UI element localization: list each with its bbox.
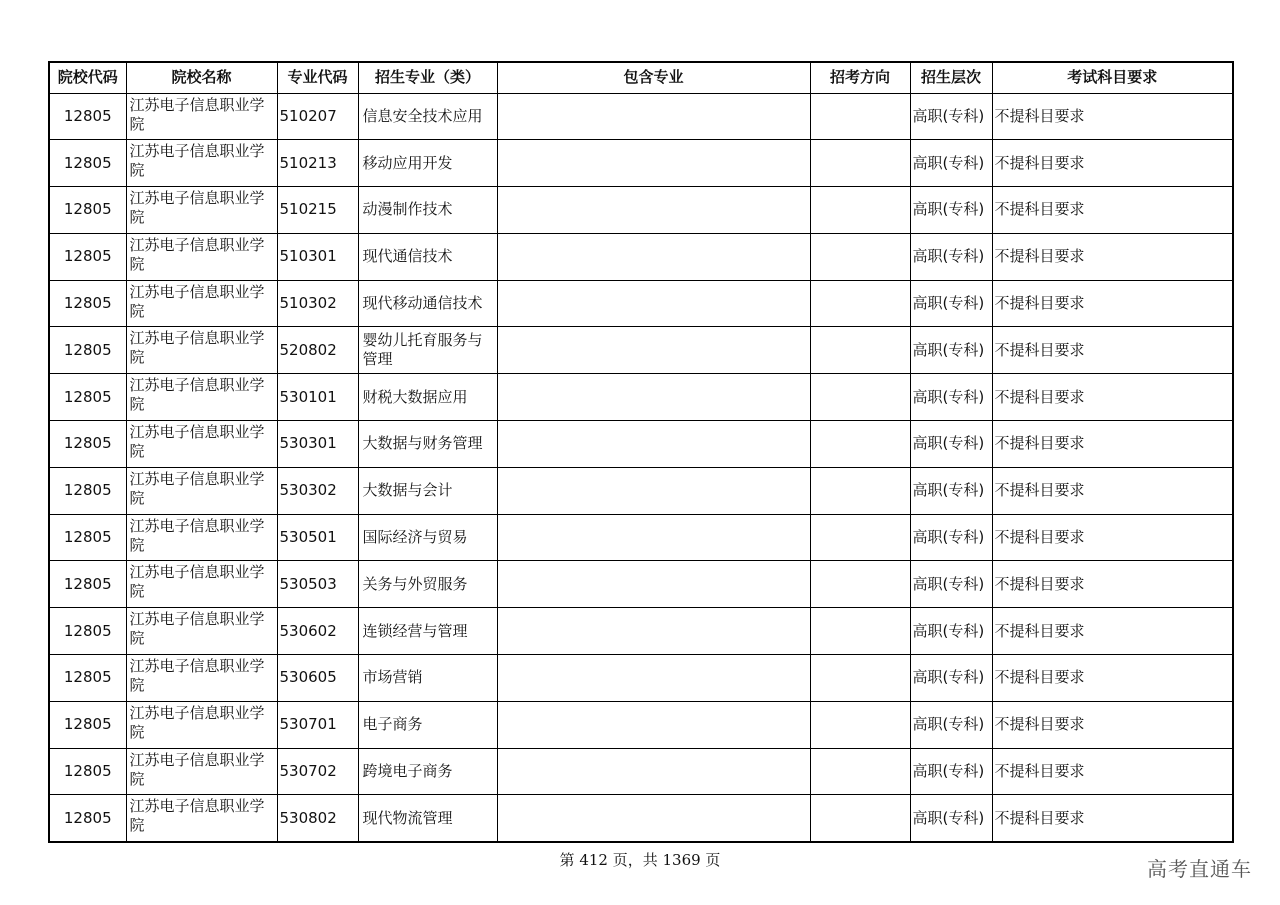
cell-major-code: 510207	[277, 93, 358, 140]
cell-level: 高职(专科)	[910, 701, 992, 748]
table-row	[49, 421, 1233, 468]
cell-school-name: 江苏电子信息职业学院	[126, 701, 277, 748]
cell-major: 国际经济与贸易	[358, 514, 497, 561]
cell-direction	[810, 561, 910, 608]
cell-direction	[810, 701, 910, 748]
cell-included-majors	[497, 467, 810, 514]
cell-included-majors	[497, 608, 810, 655]
cell-school-code: 12805	[49, 561, 126, 608]
cell-school-code: 12805	[49, 748, 126, 795]
cell-subject-requirement: 不提科目要求	[992, 187, 1233, 234]
admissions-table	[48, 61, 1234, 843]
cell-direction	[810, 233, 910, 280]
cell-school-name: 江苏电子信息职业学院	[126, 655, 277, 702]
cell-major-code: 530605	[277, 655, 358, 702]
cell-major: 现代物流管理	[358, 795, 497, 842]
cell-included-majors	[497, 514, 810, 561]
cell-included-majors	[497, 701, 810, 748]
cell-school-name: 江苏电子信息职业学院	[126, 327, 277, 374]
cell-direction	[810, 374, 910, 421]
table-row	[49, 233, 1233, 280]
cell-school-code: 12805	[49, 93, 126, 140]
cell-direction	[810, 608, 910, 655]
cell-level: 高职(专科)	[910, 748, 992, 795]
cell-school-name: 江苏电子信息职业学院	[126, 748, 277, 795]
cell-level: 高职(专科)	[910, 327, 992, 374]
cell-included-majors	[497, 655, 810, 702]
cell-school-code: 12805	[49, 327, 126, 374]
cell-included-majors	[497, 187, 810, 234]
cell-included-majors	[497, 561, 810, 608]
cell-level: 高职(专科)	[910, 233, 992, 280]
cell-major: 关务与外贸服务	[358, 561, 497, 608]
cell-subject-requirement: 不提科目要求	[992, 748, 1233, 795]
cell-direction	[810, 421, 910, 468]
header-direction: 招考方向	[810, 62, 910, 93]
cell-major-code: 530501	[277, 514, 358, 561]
cell-school-name: 江苏电子信息职业学院	[126, 93, 277, 140]
cell-major: 移动应用开发	[358, 140, 497, 187]
cell-major-code: 530101	[277, 374, 358, 421]
cell-major: 信息安全技术应用	[358, 93, 497, 140]
cell-direction	[810, 140, 910, 187]
cell-school-code: 12805	[49, 233, 126, 280]
cell-major: 连锁经营与管理	[358, 608, 497, 655]
cell-major: 现代移动通信技术	[358, 280, 497, 327]
cell-direction	[810, 795, 910, 842]
cell-major-code: 530602	[277, 608, 358, 655]
table-row	[49, 701, 1233, 748]
header-level: 招生层次	[910, 62, 992, 93]
cell-school-code: 12805	[49, 467, 126, 514]
cell-included-majors	[497, 748, 810, 795]
watermark-logo: 高考直通车	[1147, 857, 1252, 881]
cell-level: 高职(专科)	[910, 374, 992, 421]
cell-school-code: 12805	[49, 655, 126, 702]
table-row	[49, 655, 1233, 702]
cell-level: 高职(专科)	[910, 421, 992, 468]
cell-major-code: 530802	[277, 795, 358, 842]
cell-subject-requirement: 不提科目要求	[992, 514, 1233, 561]
cell-major-code: 530702	[277, 748, 358, 795]
cell-level: 高职(专科)	[910, 608, 992, 655]
cell-subject-requirement: 不提科目要求	[992, 655, 1233, 702]
cell-level: 高职(专科)	[910, 280, 992, 327]
cell-included-majors	[497, 280, 810, 327]
cell-subject-requirement: 不提科目要求	[992, 93, 1233, 140]
cell-school-name: 江苏电子信息职业学院	[126, 233, 277, 280]
cell-school-name: 江苏电子信息职业学院	[126, 608, 277, 655]
cell-subject-requirement: 不提科目要求	[992, 561, 1233, 608]
cell-included-majors	[497, 93, 810, 140]
cell-level: 高职(专科)	[910, 467, 992, 514]
cell-school-code: 12805	[49, 701, 126, 748]
cell-subject-requirement: 不提科目要求	[992, 467, 1233, 514]
cell-major-code: 520802	[277, 327, 358, 374]
cell-major-code: 530302	[277, 467, 358, 514]
cell-school-name: 江苏电子信息职业学院	[126, 280, 277, 327]
table-row	[49, 280, 1233, 327]
cell-school-code: 12805	[49, 140, 126, 187]
cell-included-majors	[497, 233, 810, 280]
header-included-majors: 包含专业	[497, 62, 810, 93]
table-row	[49, 608, 1233, 655]
cell-level: 高职(专科)	[910, 561, 992, 608]
cell-major: 跨境电子商务	[358, 748, 497, 795]
cell-major-code: 530701	[277, 701, 358, 748]
cell-school-code: 12805	[49, 280, 126, 327]
cell-level: 高职(专科)	[910, 140, 992, 187]
cell-subject-requirement: 不提科目要求	[992, 795, 1233, 842]
cell-school-code: 12805	[49, 374, 126, 421]
table-row	[49, 93, 1233, 140]
cell-subject-requirement: 不提科目要求	[992, 327, 1233, 374]
cell-level: 高职(专科)	[910, 795, 992, 842]
header-major: 招生专业（类）	[358, 62, 497, 93]
table-row	[49, 140, 1233, 187]
cell-subject-requirement: 不提科目要求	[992, 701, 1233, 748]
table-row	[49, 327, 1233, 374]
cell-school-code: 12805	[49, 187, 126, 234]
cell-major: 婴幼儿托育服务与管理	[358, 327, 497, 374]
cell-school-name: 江苏电子信息职业学院	[126, 374, 277, 421]
cell-school-code: 12805	[49, 795, 126, 842]
cell-direction	[810, 93, 910, 140]
cell-school-name: 江苏电子信息职业学院	[126, 795, 277, 842]
cell-included-majors	[497, 327, 810, 374]
cell-subject-requirement: 不提科目要求	[992, 608, 1233, 655]
table-row	[49, 467, 1233, 514]
cell-school-name: 江苏电子信息职业学院	[126, 421, 277, 468]
cell-direction	[810, 187, 910, 234]
cell-major-code: 510301	[277, 233, 358, 280]
cell-subject-requirement: 不提科目要求	[992, 233, 1233, 280]
cell-major: 动漫制作技术	[358, 187, 497, 234]
cell-included-majors	[497, 140, 810, 187]
cell-direction	[810, 280, 910, 327]
cell-direction	[810, 748, 910, 795]
cell-subject-requirement: 不提科目要求	[992, 140, 1233, 187]
header-row	[49, 62, 1233, 93]
cell-school-name: 江苏电子信息职业学院	[126, 467, 277, 514]
cell-level: 高职(专科)	[910, 93, 992, 140]
cell-major-code: 530503	[277, 561, 358, 608]
cell-major: 现代通信技术	[358, 233, 497, 280]
cell-major: 财税大数据应用	[358, 374, 497, 421]
cell-major-code: 510213	[277, 140, 358, 187]
cell-included-majors	[497, 374, 810, 421]
table-row	[49, 748, 1233, 795]
cell-level: 高职(专科)	[910, 514, 992, 561]
cell-included-majors	[497, 421, 810, 468]
page-number: 第 412 页，共 1369 页	[559, 851, 721, 869]
cell-major: 电子商务	[358, 701, 497, 748]
cell-major-code: 510302	[277, 280, 358, 327]
header-subject-requirement: 考试科目要求	[992, 62, 1233, 93]
cell-major-code: 530301	[277, 421, 358, 468]
header-school-code: 院校代码	[49, 62, 126, 93]
cell-direction	[810, 327, 910, 374]
table-body	[49, 93, 1233, 842]
cell-major: 大数据与会计	[358, 467, 497, 514]
cell-direction	[810, 467, 910, 514]
cell-school-name: 江苏电子信息职业学院	[126, 140, 277, 187]
cell-direction	[810, 655, 910, 702]
cell-included-majors	[497, 795, 810, 842]
cell-major: 市场营销	[358, 655, 497, 702]
table-row	[49, 561, 1233, 608]
cell-subject-requirement: 不提科目要求	[992, 374, 1233, 421]
cell-major-code: 510215	[277, 187, 358, 234]
cell-subject-requirement: 不提科目要求	[992, 421, 1233, 468]
table-row	[49, 187, 1233, 234]
cell-school-name: 江苏电子信息职业学院	[126, 514, 277, 561]
table-row	[49, 514, 1233, 561]
cell-school-code: 12805	[49, 608, 126, 655]
cell-subject-requirement: 不提科目要求	[992, 280, 1233, 327]
header-school-name: 院校名称	[126, 62, 277, 93]
table-row	[49, 795, 1233, 842]
cell-level: 高职(专科)	[910, 187, 992, 234]
cell-direction	[810, 514, 910, 561]
cell-level: 高职(专科)	[910, 655, 992, 702]
cell-major: 大数据与财务管理	[358, 421, 497, 468]
cell-school-code: 12805	[49, 421, 126, 468]
cell-school-name: 江苏电子信息职业学院	[126, 187, 277, 234]
cell-school-name: 江苏电子信息职业学院	[126, 561, 277, 608]
cell-school-code: 12805	[49, 514, 126, 561]
header-major-code: 专业代码	[277, 62, 358, 93]
table-row	[49, 374, 1233, 421]
